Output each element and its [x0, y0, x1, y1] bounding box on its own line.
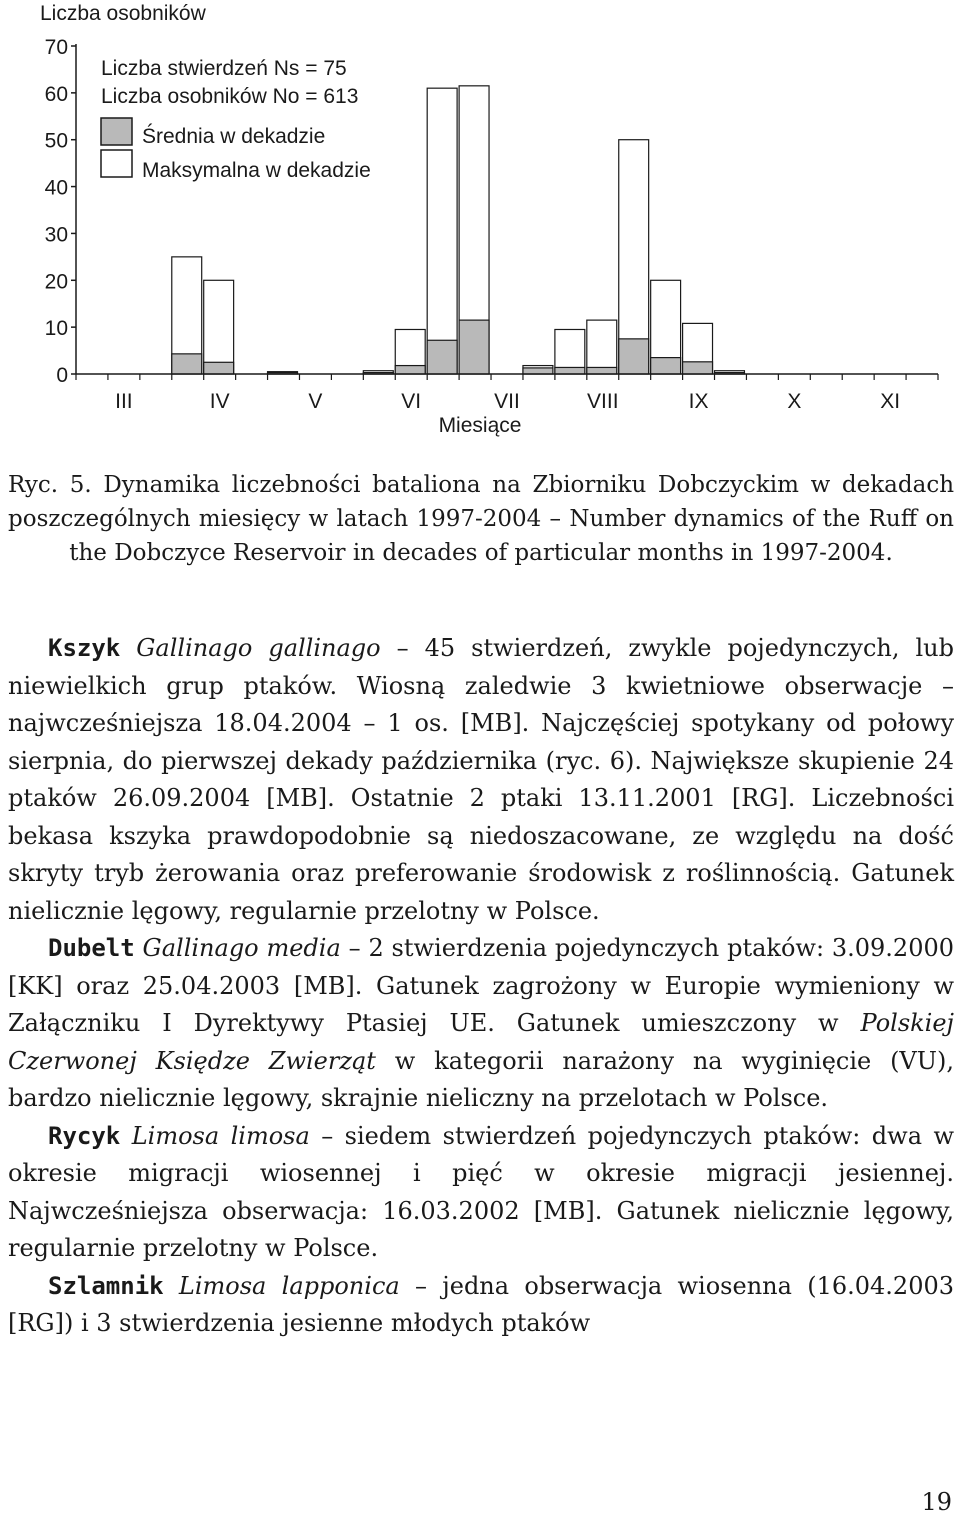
bar-mean: [395, 366, 425, 374]
species-description: – 45 stwierdzeń, zwykle pojedynczych, lub niewielkich grup ptaków. Wiosną zaledwie 3 kwietniowe obserwacje – najwcześniejsza 18.04.2004 – 1 os. [MB]. Najczęściej spotykany od połowy sierpnia, do pierwszej dekady października (ryc. 6). Największe skupienie 24 ptaków 26.09.2004 [MB]. Ostatnie 2 ptaki 13.11.2001 [RG]. Liczebności bekasa kszyka prawdopodobnie są niedoszacowane, ze względu na dość skryty tryb żerowania oraz preferowanie środowisk z roślinnością. Gatunek nielicznie lęgowy, regularnie przelotny w Polsce.: [8, 634, 954, 925]
decade-histogram-chart: [0, 0, 960, 445]
figure-caption: [8, 468, 954, 570]
legend-label-mean: Średnia w dekadzie: [142, 125, 326, 148]
x-axis: [76, 374, 938, 413]
bar-max: [427, 88, 457, 374]
bar-mean: [619, 339, 649, 374]
species-latin: Gallinago gallinago: [136, 634, 381, 662]
x-tick-label: IX: [688, 390, 709, 413]
species-description: – siedem stwierdzeń pojedynczych ptaków: dwa w okresie migracji wiosennej i pięć w okresie migracji jesiennej. Najwcześniejsza obserwacja: 16.03.2002 [MB]. Gatunek nielicznie lęgowy, regularnie przelotny w Polsce.: [8, 1121, 954, 1262]
species-latin: Limosa limosa: [131, 1121, 310, 1150]
bar-mean: [172, 354, 202, 374]
paragraph-kszyk: [8, 630, 954, 930]
bar-mean: [651, 358, 681, 374]
bar-mean: [459, 320, 489, 374]
paragraph-dubelt: [8, 930, 954, 1118]
species-name: Kszyk: [48, 634, 121, 662]
species-description: – jedna obserwacja wiosenna (16.04.2003 [RG]) i 3 stwierdzenia jesienne młodych ptaków: [8, 1271, 955, 1337]
bar-max: [587, 320, 617, 374]
species-name: Dubelt: [48, 934, 135, 962]
legend-stat-no: Liczba osobników No = 613: [101, 85, 359, 108]
paragraph-szlamnik: [8, 1268, 954, 1343]
y-tick-label: 70: [44, 36, 68, 59]
bar-max: [204, 280, 234, 374]
y-axis-label: Liczba osobników: [40, 2, 206, 25]
x-tick-label: VIII: [587, 390, 619, 413]
y-tick-label: 20: [44, 270, 68, 294]
x-tick-label: VII: [494, 390, 520, 413]
bar-mean: [204, 362, 234, 374]
caption-text: Dynamika liczebności bataliona na Zbiorniku Dobczyckim w dekadach poszczególnych miesięcy w latach 1997-2004 – Number dynamics of the Ruff on the Dobczyce Reservoir in decades of particular months in 1997-2004.: [8, 472, 955, 566]
legend: [101, 57, 371, 182]
y-tick-label: 40: [44, 176, 68, 200]
bar-mean: [523, 368, 553, 374]
legend-swatch-mean: [101, 118, 132, 145]
species-description-cont: w kategorii narażony na wyginięcie (VU), bardzo nielicznie lęgowy, skrajnie nieliczny na przelotach w Polsce.: [8, 1046, 954, 1112]
x-tick-label: X: [787, 390, 802, 413]
species-name: Rycyk: [48, 1121, 121, 1150]
legend-stat-ns: Liczba stwierdzeń Ns = 75: [101, 57, 347, 80]
red-book-title: Polskiej Czerwonej Księdze Zwierząt: [8, 1009, 954, 1075]
species-description: – 2 stwierdzenia pojedynczych ptaków: 3.09.2000 [KK] oraz 25.04.2003 [MB]. Gatunek zagrożony w Europie wymieniony w Załączniku I Dyrektywy Ptasiej UE. Gatunek umieszczony w: [8, 934, 954, 1037]
bar-mean: [555, 367, 585, 374]
caption-label: Ryc. 5.: [8, 472, 92, 498]
y-tick-label: 0: [56, 364, 68, 387]
paragraph-rycyk: [8, 1118, 954, 1268]
y-tick-label: 10: [44, 317, 68, 341]
y-axis: [45, 36, 76, 387]
x-tick-label: IV: [209, 390, 230, 413]
x-tick-label: XI: [880, 390, 901, 413]
page-number: 19: [921, 1488, 952, 1516]
x-tick-label: V: [308, 390, 323, 413]
y-tick-label: 30: [44, 223, 68, 247]
legend-label-max: Maksymalna w dekadzie: [142, 159, 371, 182]
y-tick-label: 50: [44, 129, 68, 153]
species-name: Szlamnik: [48, 1271, 164, 1300]
species-text: [8, 630, 954, 1343]
x-tick-label: III: [115, 390, 133, 413]
y-tick-label: 60: [44, 82, 68, 106]
legend-swatch-max: [101, 150, 132, 177]
species-latin: Limosa lapponica: [178, 1271, 400, 1300]
x-axis-label: Miesiące: [438, 414, 522, 437]
x-tick-label: VI: [401, 390, 422, 413]
bar-mean: [683, 362, 713, 374]
species-latin: Gallinago media: [142, 934, 341, 962]
bar-mean: [587, 367, 617, 374]
bar-mean: [427, 340, 457, 374]
